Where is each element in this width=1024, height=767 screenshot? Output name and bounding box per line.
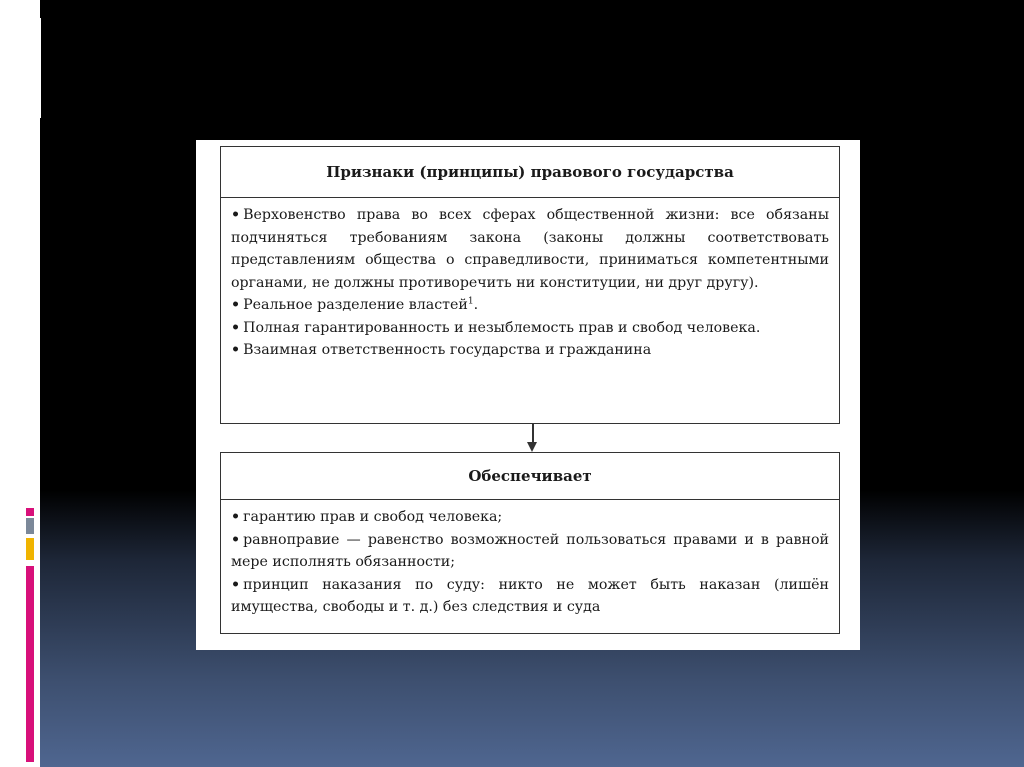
bullet-icon: •	[231, 342, 241, 358]
ensures-item: • гарантию прав и свобод человека;	[231, 509, 503, 525]
ensures-box	[220, 452, 840, 634]
principle-item: • Взаимная ответственность государства и гражданина	[231, 342, 652, 358]
accent-stripe-gold	[26, 538, 34, 560]
connector-arrow-line	[532, 424, 534, 444]
accent-stripe-pink-1	[26, 508, 34, 516]
ensures-item: • равноправие — равенство возможностей пользоваться правами и в равной мере исполнять обязанности;	[231, 531, 829, 570]
decor-bar-3	[38, 18, 41, 118]
bullet-icon: •	[231, 207, 241, 223]
ensures-list	[221, 500, 839, 619]
scanned-diagram	[196, 140, 860, 650]
principles-title: Признаки (принципы) правового государства	[221, 147, 839, 198]
accent-stripe-gray	[26, 518, 34, 534]
footnote-mark: 1	[467, 296, 474, 307]
principle-item: • Полная гарантированность и незыблемость прав и свобод человека.	[231, 319, 761, 336]
ensures-title: Обеспечивает	[221, 453, 839, 500]
arrow-down-icon	[527, 442, 537, 452]
principles-box	[220, 146, 840, 424]
bullet-icon: •	[231, 531, 241, 548]
ensures-item: • принцип наказания по суду: никто не может быть наказан (лишён имущества, свободы и т. д.) без следствия и суда	[231, 576, 829, 615]
bullet-icon: •	[231, 576, 241, 593]
bullet-icon: •	[231, 319, 241, 336]
bullet-icon: •	[231, 509, 241, 525]
accent-stripe-pink-2	[26, 566, 34, 762]
principle-item: • Реальное разделение властей$^1$.	[231, 296, 479, 313]
decor-bar-2	[31, 18, 35, 118]
decor-bar-1	[24, 18, 28, 118]
bullet-icon: •	[231, 297, 241, 313]
principles-list	[221, 198, 839, 362]
principle-item: • Верховенство права во всех сферах общественной жизни: все обязаны подчиняться требованиям закона (законы должны соответствовать представлениям общества о справедливости, приниматься компетентными органами, не должны противоречить ни конституции, ни друг другу).	[231, 207, 829, 291]
